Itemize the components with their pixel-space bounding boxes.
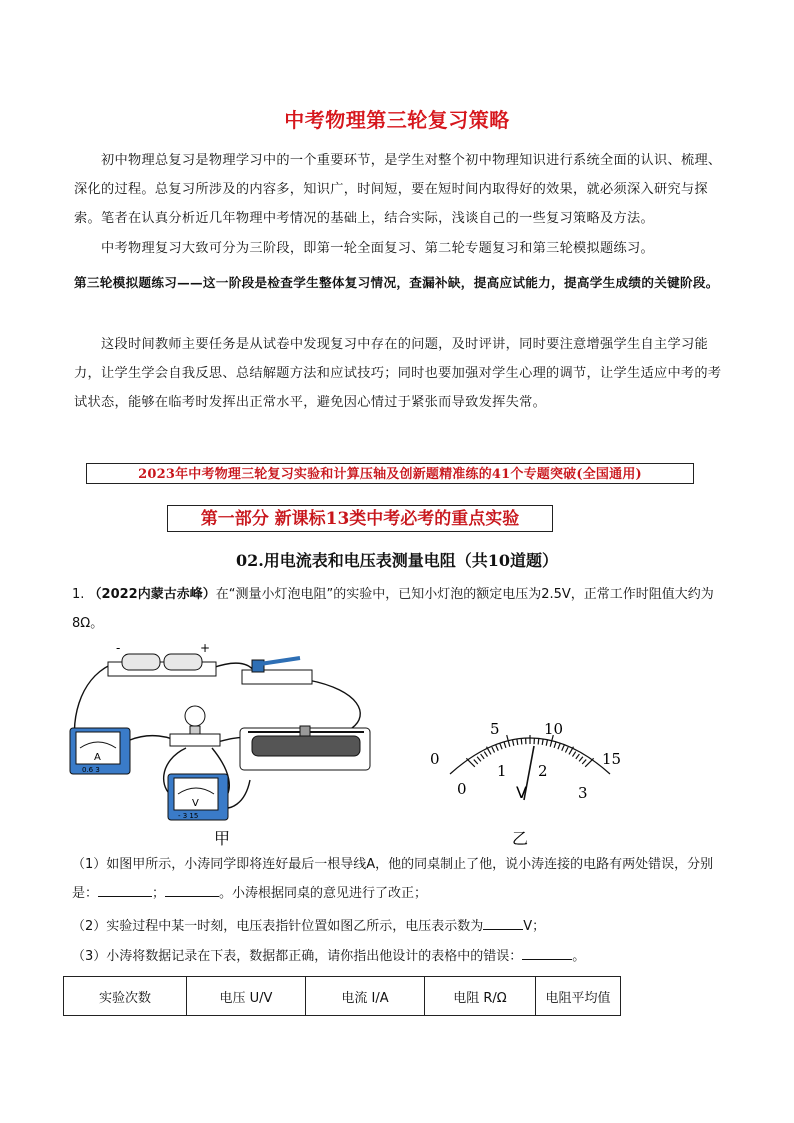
subquestion-2-text: （2）实验过程中某一时刻，电压表指针位置如图乙所示，电压表示数为 — [72, 919, 484, 934]
dial-tick — [477, 757, 481, 762]
answer-blank-1a[interactable] — [98, 882, 152, 897]
part-banner: 第一部分 新课标13类中考必考的重点实验 — [167, 505, 553, 532]
subquestion-1-end: 。小涛根据同桌的意见进行了改正； — [219, 886, 428, 901]
rheostat — [240, 726, 370, 770]
stages-paragraph: 中考物理复习大致可分为三阶段，即第一轮全面复习、第二轮专题复习和第三轮模拟题练习。 — [101, 241, 654, 256]
table-header-cell: 电压 U/V — [187, 977, 306, 1016]
third-round-paragraph: 第三轮模拟题练习——这一阶段是检查学生整体复习情况，查漏补缺，提高应试能力，提高学生成绩的关键阶段。 — [74, 275, 719, 290]
lamp — [170, 706, 220, 746]
teacher-task-paragraph: 这段时间教师主要任务是从试卷中发现复习中存在的问题，及时评讲，同时要注意增强学生自主学习能力，让学生学会自我反思、总结解题方法和应试技巧；同时也要加强对学生心理的调节，让学生适应中考的考试状态，能够在临考时发挥出正常水平，避免因心情过于紧张而导致发挥失常。 — [74, 337, 722, 410]
wire-switch-rheostat — [308, 680, 360, 728]
answer-blank-1b[interactable] — [165, 882, 219, 897]
dial-tick — [579, 757, 583, 762]
table-header-cell: 电阻平均值 — [536, 977, 621, 1016]
battery-minus-label: - — [116, 641, 121, 655]
subquestion-3-text: （3）小涛将数据记录在下表，数据都正确，请你指出他设计的表格中的错误： — [72, 949, 523, 964]
dial-tick — [484, 752, 487, 757]
data-table — [63, 976, 621, 1016]
inner-scale-3: 3 — [578, 784, 588, 802]
ammeter — [70, 728, 130, 774]
dial-tick — [576, 754, 580, 759]
ammeter-terminals: 0.6 3 — [82, 766, 100, 774]
answer-blank-2[interactable] — [483, 915, 523, 930]
voltmeter — [168, 774, 228, 820]
section-subtitle: 02.用电流表和电压表测量电阻（共10道题） — [235, 551, 559, 570]
dial-tick — [546, 740, 547, 746]
outer-scale-5: 5 — [490, 720, 500, 738]
dial-tick — [504, 742, 506, 748]
dial-unit: V — [516, 783, 527, 802]
voltmeter-letter: V — [192, 798, 199, 809]
figure-a-label: 甲 — [214, 829, 231, 848]
table-header-cell: 电流 I/A — [306, 977, 425, 1016]
subquestion-3-end: 。 — [572, 949, 586, 964]
dial-tick — [481, 754, 485, 759]
outer-scale-0: 0 — [430, 750, 440, 768]
table-header-cell: 电阻 R/Ω — [425, 977, 536, 1016]
page-title: 中考物理第三轮复习策略 — [284, 108, 510, 132]
subquestion-1-separator: ； — [152, 886, 166, 901]
dial-tick — [582, 760, 586, 764]
voltmeter-terminals: - 3 15 — [178, 812, 199, 820]
subquestion-1-text: （1）如图甲所示，小涛同学即将连好最后一根导线A，他的同桌制止了他，说小涛连接的电路有两处错误，分别是： — [72, 857, 714, 901]
inner-scale-0: 0 — [457, 780, 467, 798]
inner-scale-2: 2 — [538, 762, 548, 780]
answer-blank-3[interactable] — [522, 945, 572, 960]
dial-tick — [542, 739, 543, 745]
dial-tick — [572, 752, 575, 757]
table-header-cell: 实验次数 — [64, 977, 187, 1016]
table-header-row — [64, 977, 621, 1016]
dial-tick — [496, 745, 498, 750]
dial-tick — [517, 739, 518, 745]
dial-tick — [565, 747, 568, 752]
intro-paragraph: 初中物理总复习是物理学习中的一个重要环节，是学生对整个初中物理知识进行系统全面的认识、梳理、深化的过程。总复习所涉及的内容多，知识广，时间短，要在短时间内取得好的效果，就必须深入研究与探索。笔者在认真分析近几年物理中考情况的基础上，结合实际，浅谈自己的一些复习策略及方法。 — [74, 153, 722, 226]
question-source: （2022内蒙古赤峰） — [88, 587, 216, 602]
figure-b-label: 乙 — [512, 829, 529, 848]
dial-tick — [521, 738, 522, 744]
dial-tick — [492, 747, 495, 752]
dial-tick — [554, 742, 556, 748]
switch — [242, 658, 312, 684]
voltmeter-dial-figure — [420, 712, 640, 852]
outer-scale-10: 10 — [544, 720, 564, 738]
dial-scale — [466, 735, 593, 767]
dial-tick — [558, 744, 560, 750]
question-stem — [72, 580, 732, 638]
dial-tick — [562, 745, 564, 750]
subquestion-1 — [72, 850, 732, 908]
battery-pack — [108, 641, 216, 676]
question-text: 在“测量小灯泡电阻”的实验中，已知小灯泡的额定电压为2.5V，正常工作时阻值大约为8Ω。 — [72, 587, 714, 631]
battery-plus-label: + — [200, 641, 211, 655]
series-banner: 2023年中考物理三轮复习实验和计算压轴及创新题精准练的41个专题突破(全国通用) — [86, 463, 694, 484]
inner-scale-1: 1 — [497, 762, 507, 780]
circuit-figure — [60, 640, 400, 850]
dial-tick — [513, 740, 514, 746]
ammeter-letter: A — [94, 752, 101, 763]
dial-tick — [474, 760, 478, 764]
dial-tick — [538, 738, 539, 744]
dial-tick — [500, 744, 502, 750]
question-number: 1. — [72, 587, 85, 602]
subquestion-2 — [72, 912, 732, 941]
subquestion-3 — [72, 942, 732, 971]
subquestion-2-end: V； — [523, 919, 546, 934]
outer-scale-15: 15 — [602, 750, 622, 768]
